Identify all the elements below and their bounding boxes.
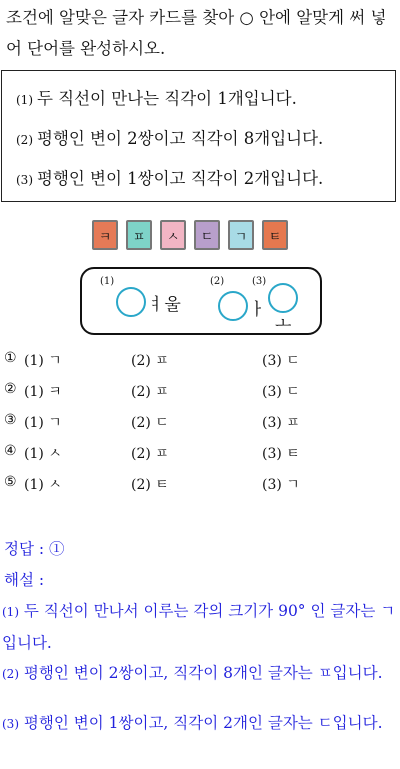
explanation-label: 해설 : <box>4 571 45 589</box>
option-marker: ⑤ <box>4 474 17 490</box>
letter-card: ㅍ <box>126 220 152 250</box>
option-part-2: (2) ㅍ <box>131 384 169 400</box>
option-part-1: (1) ㄱ <box>24 415 62 431</box>
option-marker: ① <box>4 350 17 366</box>
letter-card: ㄱ <box>228 220 254 250</box>
explanation-number: (1) <box>2 605 19 619</box>
option-marker: ④ <box>4 443 17 459</box>
condition-text: 평행인 변이 1쌍이고 직각이 2개입니다. <box>37 169 324 188</box>
condition-number: (1) <box>16 93 33 107</box>
option-marker: ③ <box>4 412 17 428</box>
option-part-1: (1) ㄱ <box>24 353 62 369</box>
option-part-3: (3) ㄷ <box>262 384 300 400</box>
blank-label-3: (3) <box>252 276 267 287</box>
explanation-text: 평행인 변이 2쌍이고, 직각이 8개인 글자는 ㅍ입니다. <box>19 664 383 682</box>
letter-card: ㅌ <box>262 220 288 250</box>
letter-card: ㅅ <box>160 220 186 250</box>
condition-2 <box>16 125 323 149</box>
conditions-box <box>1 70 396 202</box>
blank-circle-2 <box>218 291 248 321</box>
letter-cards <box>92 220 288 250</box>
condition-number: (3) <box>16 173 33 187</box>
option-part-3: (3) ㄱ <box>262 477 300 493</box>
question-text: 조건에 알맞은 글자 카드를 찾아 ○ 안에 알맞게 써 넣어 단어를 완성하시오. <box>6 8 387 58</box>
option-part-2: (2) ㅍ <box>131 446 169 462</box>
option-marker: ② <box>4 381 17 397</box>
condition-3 <box>16 165 323 189</box>
word3-vowel: ㅗ <box>275 314 292 334</box>
option-part-1: (1) ㅅ <box>24 446 62 462</box>
word-puzzle-box <box>80 267 322 335</box>
explanation-3 <box>2 708 398 740</box>
letter-card: ㄷ <box>194 220 220 250</box>
letter-card: ㅋ <box>92 220 118 250</box>
option-part-3: (3) ㅍ <box>262 415 300 431</box>
option-part-1: (1) ㅋ <box>24 384 62 400</box>
blank-label-2: (2) <box>210 276 225 287</box>
blank-label-1: (1) <box>100 276 115 287</box>
option-part-3: (3) ㄷ <box>262 353 300 369</box>
explanation-2 <box>2 658 398 690</box>
word1-suffix: ㅕ울 <box>148 295 181 315</box>
blank-circle-1 <box>116 287 146 317</box>
option-part-3: (3) ㅌ <box>262 446 300 462</box>
explanation-1 <box>2 596 398 659</box>
option-part-1: (1) ㅅ <box>24 477 62 493</box>
explanation-text: 두 직선이 만나서 이루는 각의 크기가 90° 인 글자는 ㄱ입니다. <box>2 602 396 652</box>
option-part-2: (2) ㄷ <box>131 415 169 431</box>
explanation-number: (3) <box>2 717 19 731</box>
condition-text: 두 직선이 만나는 직각이 1개입니다. <box>37 89 297 108</box>
condition-1 <box>16 85 297 109</box>
answer-line: 정답 : ① <box>4 540 65 558</box>
condition-number: (2) <box>16 133 33 147</box>
option-part-2: (2) ㅌ <box>131 477 169 493</box>
option-part-2: (2) ㅍ <box>131 353 169 369</box>
explanation-text: 평행인 변이 1쌍이고, 직각이 2개인 글자는 ㄷ입니다. <box>19 714 383 732</box>
explanation-number: (2) <box>2 667 19 681</box>
condition-text: 평행인 변이 2쌍이고 직각이 8개입니다. <box>37 129 324 148</box>
word2-vowel: ㅏ <box>249 300 266 320</box>
